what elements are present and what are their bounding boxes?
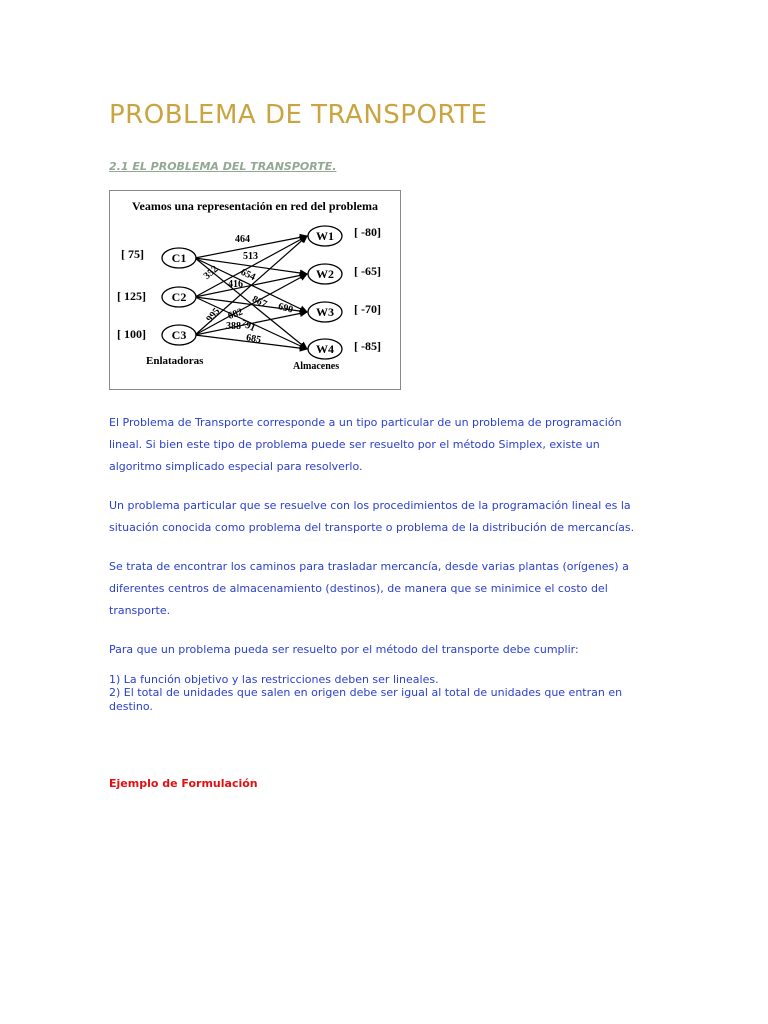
condition-item: 1) La función objetivo y las restricciones deben ser lineales. bbox=[109, 673, 439, 686]
destination-node bbox=[308, 302, 342, 322]
edge-cost: 682 bbox=[226, 306, 245, 323]
edge-cost: 416 bbox=[228, 279, 243, 290]
destination-node bbox=[308, 264, 342, 284]
svg-text:C1: C1 bbox=[171, 251, 187, 265]
edge-cost: 995 bbox=[204, 306, 223, 325]
supply-c2: [ 125] bbox=[117, 289, 146, 303]
source-node bbox=[162, 287, 196, 307]
svg-text:W4: W4 bbox=[316, 342, 334, 356]
edge-cost: 464 bbox=[235, 234, 250, 245]
demand-w1: [ -80] bbox=[354, 225, 381, 239]
paragraph: Se trata de encontrar los caminos para trasladar mercancía, desde varias plantas (orígenes) a diferentes centros de almacenamiento (destinos), de manera que se minimice el costo del transporte. bbox=[109, 560, 629, 617]
edge-cost: 867 bbox=[250, 293, 269, 311]
edge-cost: 654 bbox=[238, 266, 258, 284]
condition-item: 2) El total de unidades que salen en origen debe ser igual al total de unidades que entran en destino. bbox=[109, 686, 623, 713]
supply-c3: [ 100] bbox=[117, 327, 146, 341]
svg-text:W3: W3 bbox=[316, 305, 334, 319]
source-node bbox=[162, 325, 196, 345]
paragraph: Para que un problema pueda ser resuelto por el método del transporte debe cumplir: bbox=[109, 643, 579, 656]
svg-text:C3: C3 bbox=[171, 328, 187, 342]
figure-heading: Veamos una representación en red del problema bbox=[131, 199, 379, 213]
destination-node bbox=[308, 226, 342, 246]
source-node bbox=[162, 248, 196, 268]
edge-cost: 388 bbox=[226, 321, 241, 332]
svg-text:W1: W1 bbox=[316, 229, 334, 243]
source-label: Enlatadoras bbox=[146, 355, 204, 367]
demand-w3: [ -70] bbox=[354, 302, 381, 316]
edge-cost: 352 bbox=[201, 263, 221, 282]
svg-text:C2: C2 bbox=[171, 290, 187, 304]
example-heading: Ejemplo de Formulación bbox=[109, 777, 258, 790]
paragraph: Un problema particular que se resuelve con los procedimientos de la programación lineal es la situación conocida como problema del transporte o problema de la distribución de mercancías. bbox=[109, 499, 635, 534]
destination-node bbox=[308, 339, 342, 359]
demand-w2: [ -65] bbox=[354, 264, 381, 278]
section-subtitle: 2.1 EL PROBLEMA DEL TRANSPORTE. bbox=[109, 160, 337, 173]
paragraph: El Problema de Transporte corresponde a un tipo particular de un problema de programación lineal. Si bien este tipo de problema puede ser resuelto por el método Simplex, existe un algoritmo simplicado especial para resolverlo. bbox=[109, 416, 622, 473]
network-diagram bbox=[109, 190, 401, 390]
edge-cost: 690 bbox=[276, 301, 295, 316]
edge-cost: 513 bbox=[243, 251, 258, 262]
edge-cost: 791 bbox=[238, 317, 258, 335]
svg-text:W2: W2 bbox=[316, 267, 334, 281]
supply-c1: [ 75] bbox=[121, 247, 144, 261]
demand-w4: [ -85] bbox=[354, 339, 381, 353]
dest-label: Almacenes bbox=[293, 361, 340, 372]
page-title: PROBLEMA DE TRANSPORTE bbox=[109, 100, 488, 130]
edge-cost: 685 bbox=[245, 332, 262, 346]
